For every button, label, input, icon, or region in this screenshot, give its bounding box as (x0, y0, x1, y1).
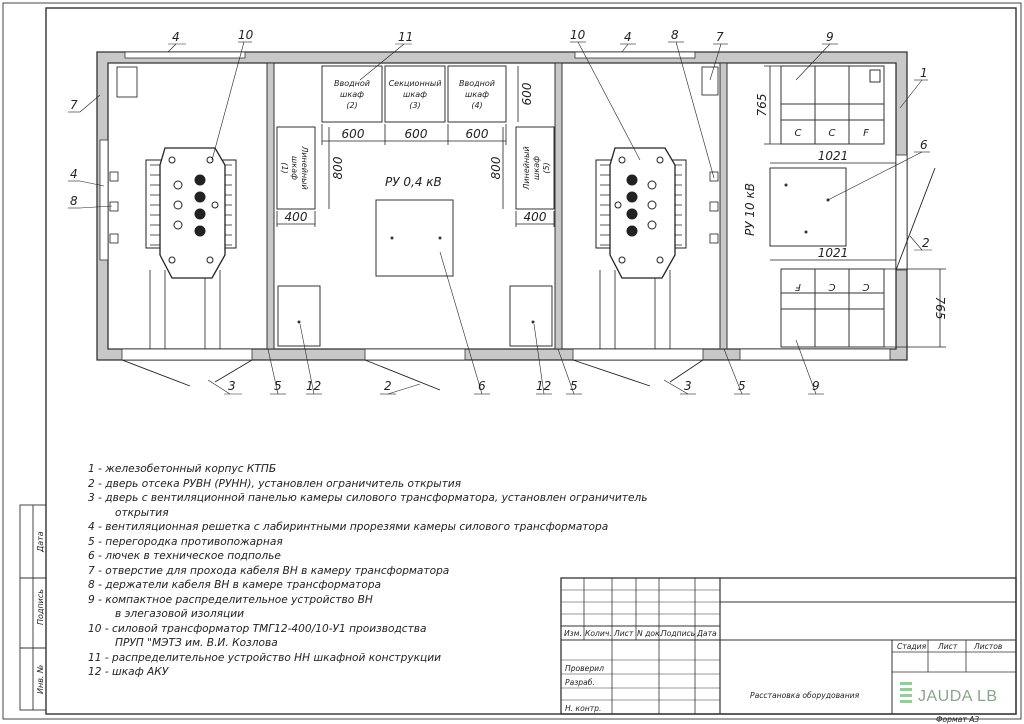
rmu-bottom-cell-3: C (862, 281, 870, 292)
tb-col-data: Дата (697, 629, 717, 638)
transformer-right (596, 148, 686, 349)
transformer-left (146, 148, 236, 349)
cable-hole-left (117, 67, 137, 97)
legend-item-10-cont: ПРУП "МЭТЗ им. В.И. Козлова (115, 637, 278, 649)
callout-2-right: 2 (922, 236, 930, 250)
callout-12-right: 12 (536, 379, 552, 393)
tb-col-list: Лист (614, 629, 634, 638)
callout-6-right: 6 (920, 138, 928, 152)
callout-7-left: 7 (70, 98, 78, 112)
dim-800-right: 800 (489, 156, 503, 180)
callout-8-left: 8 (70, 194, 78, 208)
callout-8-top: 8 (671, 28, 679, 42)
callout-7-top: 7 (716, 30, 724, 44)
tb-col-kolich: Колич. (585, 629, 612, 638)
aku-cabinet-right (510, 286, 552, 346)
cabinet-input-2-line3: (2) (346, 101, 358, 110)
legend-item-9-cont: в элегазовой изоляции (115, 608, 244, 620)
legend-item-12: 12 - шкаф АКУ (88, 666, 169, 678)
cabinet-line-left-line3: (1) (280, 162, 289, 174)
legend-item-4: 4 - вентиляционная решетка с лабиринтными прорезями камеры силового трансформатора (88, 521, 609, 533)
callout-5-c: 5 (738, 379, 746, 393)
cabinet-sectional-line3: (3) (409, 101, 421, 110)
dim-600-a: 600 (341, 127, 365, 141)
callout-4-side: 4 (70, 167, 78, 181)
logo-text: JAUDA LB (918, 688, 998, 705)
hv-room-label: РУ 10 кВ (743, 183, 757, 236)
tb-sheet-title: Расстановка оборудования (750, 691, 860, 700)
tb-row-nkontr: Н. контр. (565, 704, 602, 713)
callout-6-bottom: 6 (478, 379, 486, 393)
aku-cabinet-left (278, 286, 320, 346)
legend-item-8: 8 - держатели кабеля ВН в камере трансформатора (88, 579, 382, 591)
legend-item-9: 9 - компактное распределительное устройство ВН (88, 593, 373, 606)
cabinet-line-right-line2: шкаф (532, 156, 541, 180)
dim-600-b: 600 (404, 127, 428, 141)
cable-hole-right (702, 67, 718, 95)
rmu-bottom-cell-1: F (795, 281, 801, 292)
dim-400-right: 400 (523, 210, 547, 224)
callout-2-bottom: 2 (384, 379, 392, 393)
rmu-top-cell-3: F (863, 128, 869, 139)
callout-1: 1 (920, 66, 928, 80)
legend-item-6: 6 - лючек в техническое подполье (88, 550, 281, 562)
callout-3-right: 3 (684, 379, 692, 393)
callout-4-right: 4 (624, 30, 632, 44)
callout-5-a: 5 (274, 379, 282, 393)
tb-format: Формат А3 (936, 715, 980, 724)
rmu-top-cell-2: C (828, 128, 836, 139)
cabinet-line-left-line2: шкаф (290, 156, 299, 180)
callout-4-left: 4 (172, 30, 180, 44)
tb-sheets-header: Листов (974, 642, 1003, 651)
callout-10-right: 10 (570, 28, 586, 42)
legend-item-11: 11 - распределительное устройство НН шкафной конструкции (88, 651, 441, 664)
cabinet-input-4-line1: Вводной (459, 79, 495, 88)
cabinet-input-2-line2: шкаф (340, 90, 364, 99)
callout-9-bottom: 9 (812, 379, 820, 393)
cabinet-input-4-line2: шкаф (465, 90, 489, 99)
callout-3-left: 3 (228, 379, 236, 393)
cabinet-line-right-line1: Линейный (522, 146, 531, 190)
side-stamp-signature: Подпись (36, 589, 45, 625)
legend-item-7: 7 - отверстие для прохода кабеля ВН в камеру трансформатора (88, 564, 450, 577)
dim-800-left: 800 (331, 156, 345, 180)
legend-item-3-cont: открытия (115, 506, 169, 519)
tb-row-proveril: Проверил (565, 664, 604, 673)
legend-item-5: 5 - перегородка противопожарная (88, 535, 283, 548)
callout-5-b: 5 (570, 379, 578, 393)
side-stamp-date: Дата (36, 531, 45, 552)
cable-holders-right (710, 172, 718, 243)
tb-stage-header: Стадия (897, 642, 927, 651)
legend-item-3: 3 - дверь с вентиляционной панелью камеры силового трансформатора, установлен ограничитель (88, 492, 648, 504)
cabinet-line-left-line1: Линейный (300, 146, 309, 190)
cabinet-line-right-line3: (5) (542, 162, 551, 174)
legend-item-10: 10 - силовой трансформатор ТМГ12-400/10-У1 производства (88, 622, 427, 635)
dim-765-bottom: 765 (933, 296, 947, 320)
dim-1021-bottom: 1021 (817, 246, 849, 260)
callout-11: 11 (398, 30, 414, 44)
rmu-bottom (781, 269, 884, 347)
dim-600-c: 600 (465, 127, 489, 141)
dim-400-left: 400 (284, 210, 308, 224)
cabinet-input-4-line3: (4) (471, 101, 483, 110)
dim-600-vertical: 600 (520, 82, 534, 106)
dim-1021-top: 1021 (817, 149, 849, 163)
legend-item-2: 2 - дверь отсека РУВН (РУНН), установлен ограничитель открытия (88, 477, 462, 490)
tb-sheet-header: Лист (938, 642, 958, 651)
lv-room-label: РУ 0,4 кВ (385, 175, 442, 189)
callout-9-top: 9 (826, 30, 834, 44)
legend-item-1: 1 - железобетонный корпус КТПБ (88, 463, 277, 475)
logo-mark (900, 682, 912, 703)
cable-holders-left (110, 172, 118, 243)
rmu-top-cell-1: C (794, 128, 802, 139)
cabinet-sectional-line1: Секционный (388, 79, 442, 88)
cabinet-input-2-line1: Вводной (334, 79, 370, 88)
legend (88, 462, 728, 680)
callout-12-left: 12 (306, 379, 322, 393)
tb-col-izm: Изм. (564, 629, 582, 638)
tb-col-podpis: Подпись (661, 629, 696, 638)
hatch-hv (770, 168, 846, 246)
callout-10-left: 10 (238, 28, 254, 42)
rmu-bottom-cell-2: C (828, 281, 836, 292)
tb-col-ndok: N док. (637, 629, 662, 638)
cabinet-sectional-line2: шкаф (403, 90, 427, 99)
dim-765-top: 765 (755, 93, 769, 117)
tb-row-razrab: Разраб. (565, 678, 595, 687)
side-stamp-inventory: Инв. № (36, 664, 45, 694)
